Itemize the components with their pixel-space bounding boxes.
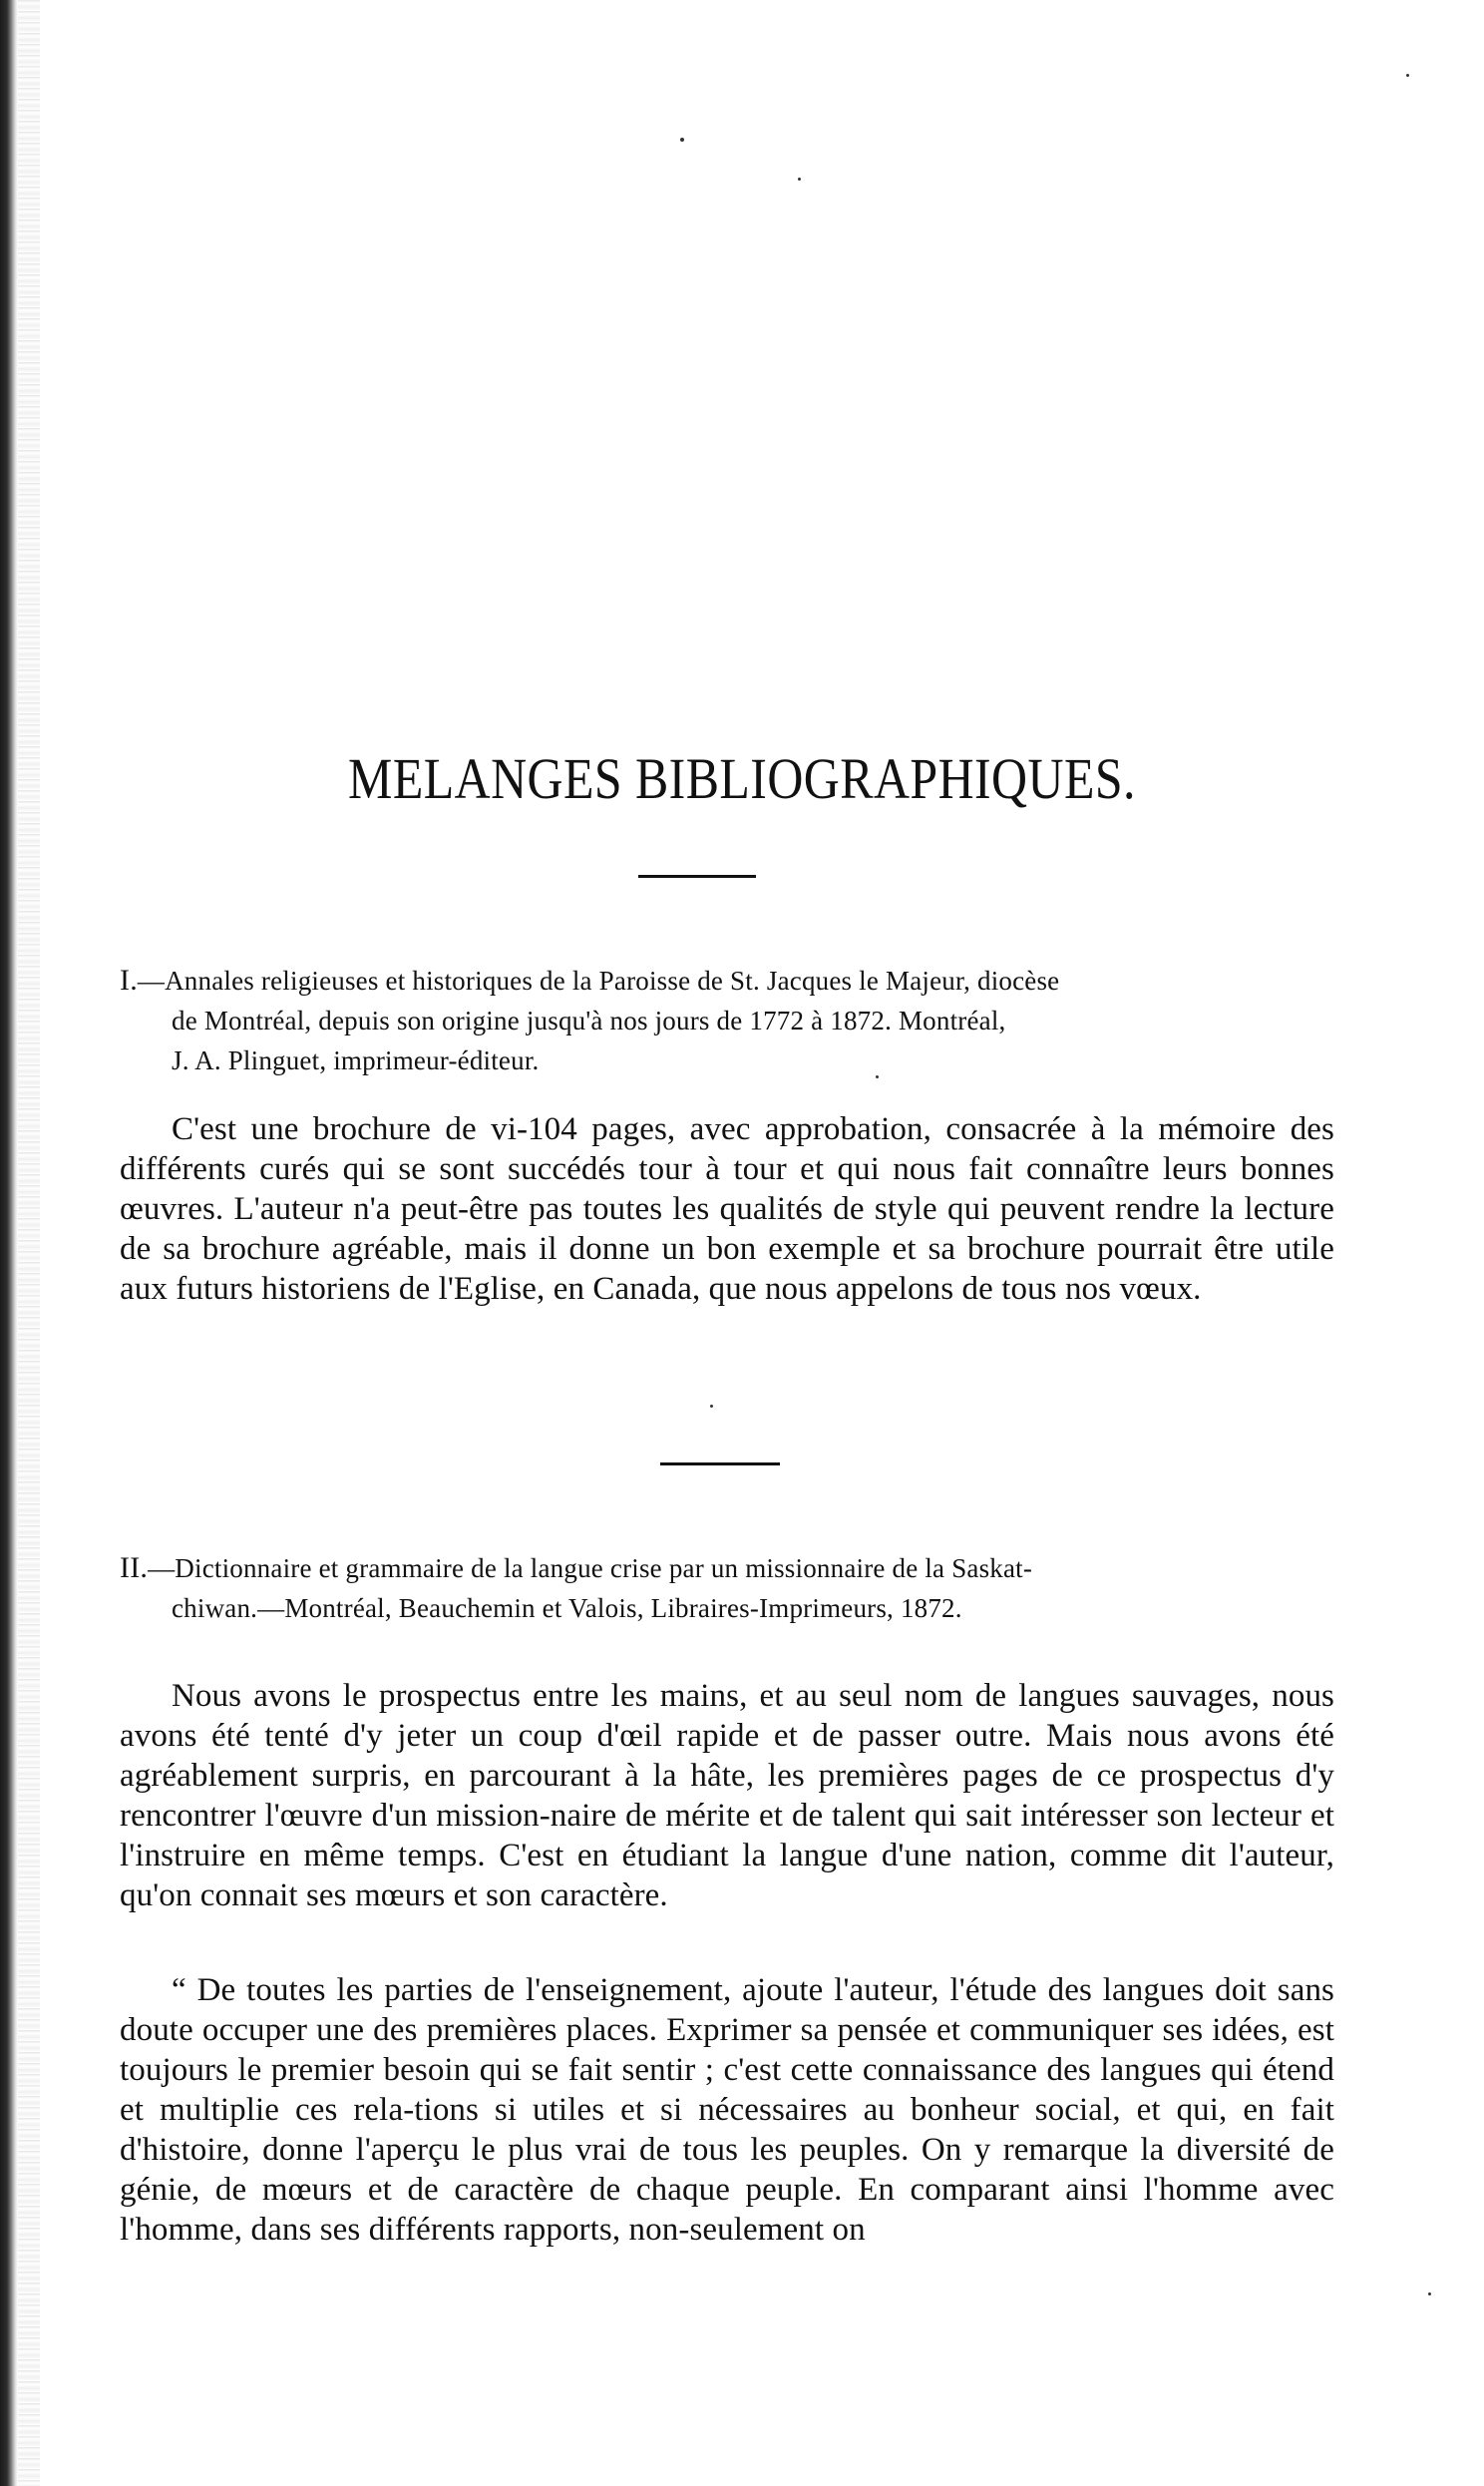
page-binding-shadow <box>18 0 40 2486</box>
print-speck <box>876 1075 879 1078</box>
print-speck <box>710 1405 713 1408</box>
section-divider <box>660 1462 780 1465</box>
print-speck <box>1428 2292 1431 2295</box>
entry-line: J. A. Plinguet, imprimeur-éditeur. <box>172 1045 540 1075</box>
print-speck <box>1406 74 1409 77</box>
page-title: MELANGES BIBLIOGRAPHIQUES. <box>348 745 1136 811</box>
entry-numeral: I. <box>120 964 138 997</box>
bibliography-entry-2 <box>120 1548 1336 1628</box>
entry-line: de Montréal, depuis son origine jusqu'à nos jours de 1772 à 1872. Montréal, <box>172 1006 1006 1036</box>
entry-line: chiwan.—Montréal, Beauchemin et Valois, Libraires-Imprimeurs, 1872. <box>172 1593 962 1623</box>
print-speck <box>798 178 801 181</box>
page-binding-edge <box>0 0 18 2486</box>
entry-line: —Annales religieuses et historiques de la Paroisse de St. Jacques le Majeur, diocèse <box>137 966 1060 996</box>
review-paragraph-2: Nous avons le prospectus entre les mains, et au seul nom de langues sauvages, nous avons été tenté d'y jeter un coup d'œil rapide et de passer outre. Mais nous avons été agréablement surpris, en parcourant à la hâte, les premières pages de ce prospectus d'y rencontrer l'œuvre d'un mission-naire de mérite et de talent qui sait intéresser son lecteur et l'instruire en même temps. C'est en étudiant la langue d'une nation, comme dit l'auteur, qu'on connait ses mœurs et son caractère. <box>120 1678 1334 1913</box>
review-paragraph-1: C'est une brochure de vi-104 pages, avec approbation, consacrée à la mémoire des différents curés qui se sont succédés tour à tour et qui nous fait connaître leurs bonnes œuvres. L'auteur n'a peut-être pas toutes les qualités de style qui peuvent rendre la lecture de sa brochure agréable, mais il donne un bon exemple et sa brochure pourrait être utile aux futurs historiens de l'Eglise, en Canada, que nous appelons de tous nos vœux. <box>120 1111 1334 1307</box>
review-paragraph-3: “ De toutes les parties de l'enseignement, ajoute l'auteur, l'étude des langues doit sans doute occuper une des premières places. Exprimer sa pensée et communiquer ses idées, est toujours le premier besoin qui se fait sentir ; c'est cette connaissance des langues qui étend et multiplie ces rela-tions si utiles et si nécessaires au bonheur social, et qui, en fait d'histoire, donne l'aperçu le plus vrai de tous les peuples. On y remarque la diversité de génie, de mœurs et de caractère de chaque peuple. En comparant ainsi l'homme avec l'homme, dans ses différents rapports, non-seulement on <box>120 1972 1334 2248</box>
entry-line: —Dictionnaire et grammaire de la langue crise par un missionnaire de la Saskat- <box>148 1553 1033 1583</box>
print-speck <box>680 138 684 142</box>
entry-numeral: II. <box>120 1551 149 1584</box>
section-divider <box>638 875 756 878</box>
bibliography-entry-1 <box>120 961 1336 1080</box>
